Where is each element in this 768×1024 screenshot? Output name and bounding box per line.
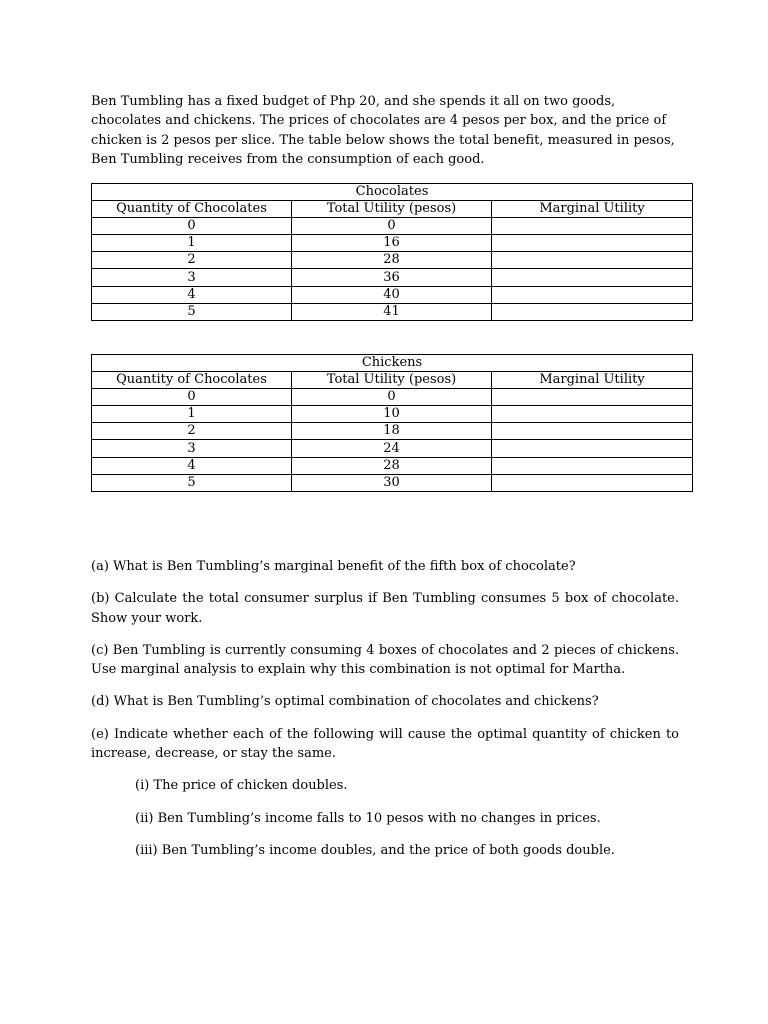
marginal-utility-cell bbox=[492, 252, 693, 269]
intro-paragraph bbox=[91, 92, 681, 169]
total-utility-cell: 18 bbox=[292, 423, 492, 440]
quantity-cell: 3 bbox=[92, 440, 292, 457]
marginal-utility-cell bbox=[492, 303, 693, 320]
table-header-row bbox=[92, 201, 693, 218]
table-title: Chickens bbox=[92, 355, 693, 372]
table-row bbox=[92, 457, 693, 474]
quantity-cell: 0 bbox=[92, 218, 292, 235]
table-row bbox=[92, 235, 693, 252]
subquestion-i: (i) The price of chicken doubles. bbox=[135, 778, 348, 794]
marginal-utility-cell bbox=[492, 474, 693, 491]
quantity-cell: 2 bbox=[92, 423, 292, 440]
quantity-cell: 5 bbox=[92, 303, 292, 320]
table-row bbox=[92, 406, 693, 423]
table-row bbox=[92, 423, 693, 440]
intro-text: Ben Tumbling has a fixed budget of Php 20, and she spends it all on two goods, chocolates and chickens. The prices of chocolates are 4 pesos per box, and the price of chicken is 2 pesos per slice. The table below shows the total benefit, measured in pesos, Ben Tumbling receives from the consumption of each good. bbox=[91, 94, 675, 167]
table-row bbox=[92, 252, 693, 269]
table-row bbox=[92, 303, 693, 320]
total-utility-cell: 10 bbox=[292, 406, 492, 423]
question-e: (e) Indicate whether each of the following will cause the optimal quantity of chicken to increase, decrease, or stay the same. bbox=[91, 726, 679, 762]
column-header: Marginal Utility bbox=[492, 372, 693, 389]
questions-section bbox=[91, 557, 679, 873]
marginal-utility-cell bbox=[492, 457, 693, 474]
question-b: (b) Calculate the total consumer surplus if Ben Tumbling consumes 5 box of chocolate. Show your work. bbox=[91, 591, 679, 626]
table-row bbox=[92, 440, 693, 457]
total-utility-cell: 28 bbox=[292, 457, 492, 474]
table-row bbox=[92, 474, 693, 491]
table-row bbox=[92, 389, 693, 406]
chickens-table bbox=[91, 354, 693, 492]
marginal-utility-cell bbox=[492, 406, 693, 423]
table-header-row bbox=[92, 372, 693, 389]
table-row bbox=[92, 269, 693, 286]
column-header: Quantity of Chocolates bbox=[92, 372, 292, 389]
total-utility-cell: 24 bbox=[292, 440, 492, 457]
quantity-cell: 5 bbox=[92, 474, 292, 491]
question-c: (c) Ben Tumbling is currently consuming 4 boxes of chocolates and 2 pieces of chickens. Use marginal analysis to explain why this combination is not optimal for Martha. bbox=[91, 642, 679, 678]
question-a: (a) What is Ben Tumbling’s marginal benefit of the fifth box of chocolate? bbox=[91, 559, 576, 574]
marginal-utility-cell bbox=[492, 269, 693, 286]
marginal-utility-cell bbox=[492, 235, 693, 252]
table-row bbox=[92, 218, 693, 235]
chocolates-table bbox=[91, 183, 693, 321]
column-header: Quantity of Chocolates bbox=[92, 201, 292, 218]
marginal-utility-cell bbox=[492, 218, 693, 235]
total-utility-cell: 16 bbox=[292, 235, 492, 252]
marginal-utility-cell bbox=[492, 423, 693, 440]
quantity-cell: 1 bbox=[92, 406, 292, 423]
subquestion-ii: (ii) Ben Tumbling’s income falls to 10 pesos with no changes in prices. bbox=[135, 810, 601, 826]
table-title: Chocolates bbox=[92, 184, 693, 201]
quantity-cell: 4 bbox=[92, 286, 292, 303]
quantity-cell: 0 bbox=[92, 389, 292, 406]
total-utility-cell: 41 bbox=[292, 303, 492, 320]
quantity-cell: 1 bbox=[92, 235, 292, 252]
quantity-cell: 4 bbox=[92, 457, 292, 474]
total-utility-cell: 30 bbox=[292, 474, 492, 491]
total-utility-cell: 40 bbox=[292, 286, 492, 303]
table-title-row bbox=[92, 184, 693, 201]
quantity-cell: 2 bbox=[92, 252, 292, 269]
table-row bbox=[92, 286, 693, 303]
quantity-cell: 3 bbox=[92, 269, 292, 286]
table-title-row bbox=[92, 355, 693, 372]
total-utility-cell: 28 bbox=[292, 252, 492, 269]
total-utility-cell: 0 bbox=[292, 218, 492, 235]
total-utility-cell: 0 bbox=[292, 389, 492, 406]
column-header: Total Utility (pesos) bbox=[292, 372, 492, 389]
total-utility-cell: 36 bbox=[292, 269, 492, 286]
marginal-utility-cell bbox=[492, 440, 693, 457]
marginal-utility-cell bbox=[492, 286, 693, 303]
question-d: (d) What is Ben Tumbling’s optimal combination of chocolates and chickens? bbox=[91, 694, 599, 710]
column-header: Marginal Utility bbox=[492, 201, 693, 218]
subquestion-iii: (iii) Ben Tumbling’s income doubles, and the price of both goods double. bbox=[135, 842, 615, 858]
marginal-utility-cell bbox=[492, 389, 693, 406]
column-header: Total Utility (pesos) bbox=[292, 201, 492, 218]
